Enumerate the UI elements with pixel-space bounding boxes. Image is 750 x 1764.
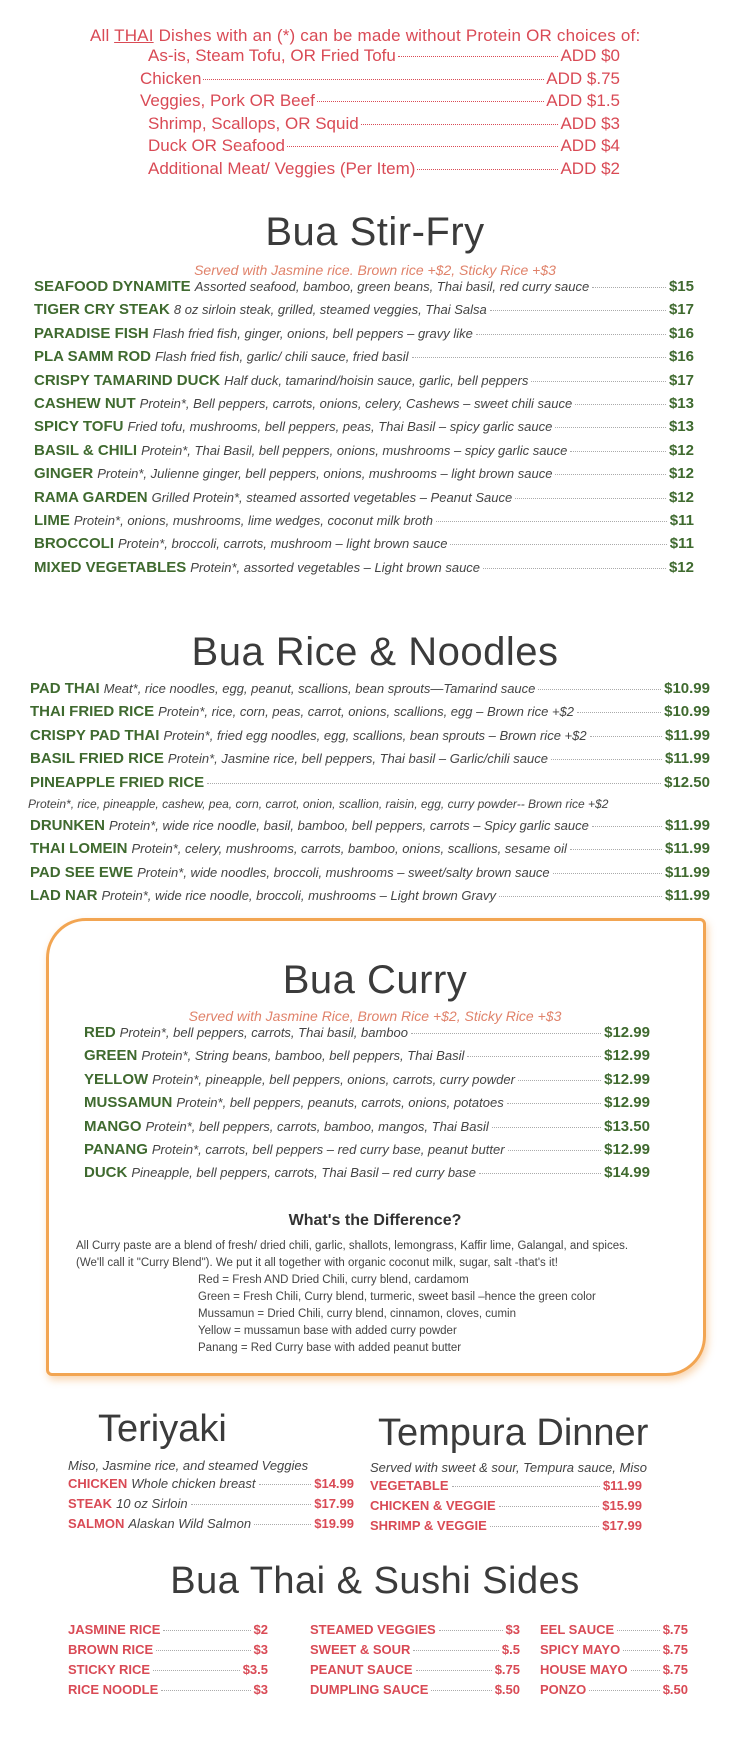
menu-item-name: SHRIMP & VEGGIE bbox=[370, 1518, 487, 1533]
menu-item-name: PLA SAMM ROD bbox=[34, 348, 151, 366]
menu-item bbox=[540, 1682, 688, 1702]
menu-item-name: DRUNKEN bbox=[30, 816, 105, 834]
dot-leader bbox=[538, 689, 661, 690]
menu-item bbox=[84, 1047, 650, 1070]
menu-item bbox=[30, 840, 710, 863]
menu-item-price: $12 bbox=[668, 465, 694, 483]
menu-item-name: STICKY RICE bbox=[68, 1662, 151, 1677]
menu-item-price: $17.99 bbox=[314, 1496, 354, 1511]
menu-item-price: $16 bbox=[668, 348, 694, 366]
menu-item-name: YELLOW bbox=[84, 1070, 149, 1088]
menu-item-price: $11 bbox=[669, 511, 694, 529]
menu-item-name: PANANG bbox=[84, 1140, 148, 1158]
menu-item bbox=[34, 489, 694, 512]
protein-row bbox=[140, 91, 620, 114]
menu-item-price: $16 bbox=[668, 324, 694, 342]
menu-item-name: TIGER CRY STEAK bbox=[34, 301, 170, 319]
menu-item-name: LIME bbox=[34, 511, 70, 529]
menu-item-name: SPICY TOFU bbox=[34, 418, 124, 436]
dot-leader bbox=[361, 124, 559, 125]
difference-line: Panang = Red Curry base with added peanut butter bbox=[198, 1342, 462, 1354]
menu-item-price: $12.99 bbox=[604, 1094, 650, 1112]
menu-item-desc: Grilled Protein*, steamed assorted vegetables – Peanut Sauce bbox=[151, 489, 513, 505]
menu-item-price: $3.5 bbox=[242, 1662, 268, 1677]
dot-leader bbox=[479, 1173, 601, 1174]
menu-item bbox=[540, 1622, 688, 1642]
dot-leader bbox=[439, 1630, 503, 1631]
stirfry-title: Bua Stir-Fry bbox=[265, 210, 485, 254]
pineapple-fried-rice-desc: Protein*, rice, pineapple, cashew, pea, corn, carrot, onion, scallion, raisin, egg, curry powder-- Brown rice +$2 bbox=[28, 796, 609, 811]
menu-item-price: $10.99 bbox=[664, 680, 710, 697]
menu-item-desc: Protein*, broccoli, carrots, mushroom – light brown sauce bbox=[118, 536, 448, 552]
teriyaki-note: Miso, Jasmine rice, and steamed Veggies bbox=[68, 1458, 309, 1473]
menu-item bbox=[84, 1094, 650, 1117]
menu-item-price: $11.99 bbox=[664, 887, 710, 905]
stirfry-list bbox=[34, 278, 694, 582]
menu-item-desc: 8 oz sirloin steak, grilled, steamed veggies, Thai Salsa bbox=[173, 302, 487, 318]
dot-leader bbox=[617, 1630, 660, 1631]
menu-item-desc: Pineapple, bell peppers, carrots, Thai Basil – red curry base bbox=[131, 1165, 477, 1181]
dot-leader bbox=[259, 1484, 312, 1485]
menu-item bbox=[34, 418, 694, 441]
protein-row-label: Duck OR Seafood bbox=[148, 136, 286, 155]
menu-item-price: $.75 bbox=[662, 1642, 688, 1657]
dot-leader bbox=[490, 310, 666, 311]
difference-line: Red = Fresh AND Dried Chili, curry blend, cardamom bbox=[198, 1274, 469, 1286]
tempura-list bbox=[370, 1478, 642, 1538]
protein-row-price: ADD $4 bbox=[560, 136, 620, 155]
menu-item-price: $12 bbox=[668, 441, 694, 459]
difference-line: Yellow = mussamun base with added curry powder bbox=[198, 1325, 457, 1337]
protein-heading-post: Dishes with an (*) can be made without Protein OR choices of: bbox=[153, 26, 641, 45]
dot-leader bbox=[467, 1056, 601, 1057]
protein-row-price: ADD $.75 bbox=[546, 68, 620, 88]
menu-item-desc: Meat*, rice noodles, egg, peanut, scallions, bean sprouts—Tamarind sauce bbox=[103, 681, 536, 696]
menu-item bbox=[68, 1662, 268, 1682]
dot-leader bbox=[575, 404, 666, 405]
menu-item-desc: Assorted seafood, bamboo, green beans, Thai basil, red curry sauce bbox=[194, 279, 590, 294]
menu-item-desc: Flash fried fish, ginger, onions, bell peppers – gravy like bbox=[152, 325, 473, 341]
menu-item-name: MUSSAMUN bbox=[84, 1094, 173, 1112]
menu-item bbox=[30, 774, 710, 797]
dot-leader bbox=[412, 357, 666, 358]
menu-item-desc: Alaskan Wild Salmon bbox=[128, 1516, 252, 1531]
dot-leader bbox=[191, 1504, 312, 1505]
dot-leader bbox=[553, 873, 662, 874]
difference-line: Green = Fresh Chili, Curry blend, turmeric, sweet basil –hence the green color bbox=[198, 1291, 596, 1303]
menu-item-name: THAI LOMEIN bbox=[30, 840, 128, 858]
dot-leader bbox=[450, 544, 666, 545]
menu-item bbox=[30, 703, 710, 726]
protein-row-label: Chicken bbox=[140, 68, 202, 88]
protein-row bbox=[148, 114, 620, 137]
menu-item-price: $3 bbox=[253, 1682, 268, 1697]
menu-item-price: $.5 bbox=[501, 1642, 520, 1657]
menu-item-name: CHICKEN bbox=[68, 1476, 128, 1491]
sides-col-2 bbox=[310, 1622, 520, 1702]
menu-item bbox=[540, 1642, 688, 1662]
menu-item-desc: Protein*, onions, mushrooms, lime wedges, coconut milk broth bbox=[73, 512, 433, 528]
dot-leader bbox=[452, 1486, 600, 1487]
menu-item bbox=[370, 1498, 642, 1518]
menu-item-price: $12.99 bbox=[604, 1047, 650, 1065]
noodles-title: Bua Rice & Noodles bbox=[191, 630, 559, 674]
menu-item-name: BROWN RICE bbox=[68, 1642, 154, 1657]
menu-item-desc: Protein*, bell peppers, peanuts, carrots, onions, potatoes bbox=[176, 1095, 504, 1111]
dot-leader bbox=[531, 381, 666, 382]
menu-item-name: CRISPY TAMARIND DUCK bbox=[34, 371, 221, 389]
difference-intro bbox=[76, 1238, 628, 1272]
menu-item-name: CASHEW NUT bbox=[34, 394, 136, 412]
menu-item-price: $19.99 bbox=[314, 1516, 354, 1531]
menu-item-name: JASMINE RICE bbox=[68, 1622, 161, 1637]
dot-leader bbox=[416, 1670, 492, 1671]
menu-item-name: DUCK bbox=[84, 1164, 128, 1182]
menu-item-price: $17 bbox=[668, 301, 694, 319]
menu-item bbox=[34, 348, 694, 371]
tempura-note: Served with sweet & sour, Tempura sauce, Miso bbox=[370, 1460, 647, 1475]
menu-item-name: RAMA GARDEN bbox=[34, 488, 148, 506]
difference-intro-line: All Curry paste are a blend of fresh/ dried chili, garlic, shallots, lemongrass, Kaffir lime, Galangal, and spices. bbox=[76, 1240, 629, 1252]
menu-item-price: $13.50 bbox=[604, 1117, 650, 1135]
protein-row bbox=[148, 136, 620, 159]
menu-item-name: MANGO bbox=[84, 1117, 142, 1135]
dot-leader bbox=[490, 1526, 599, 1527]
dot-leader bbox=[417, 169, 558, 170]
menu-item bbox=[310, 1682, 520, 1702]
menu-item-name: PARADISE FISH bbox=[34, 324, 149, 342]
menu-item bbox=[34, 278, 694, 301]
dot-leader bbox=[156, 1650, 250, 1651]
menu-item-name: CRISPY PAD THAI bbox=[30, 726, 160, 744]
dot-leader bbox=[413, 1650, 499, 1651]
difference-title: What's the Difference? bbox=[288, 1212, 462, 1229]
menu-item bbox=[84, 1164, 650, 1187]
dot-leader bbox=[161, 1690, 250, 1691]
menu-item-name: STEAK bbox=[68, 1496, 113, 1511]
menu-item-name: RED bbox=[84, 1024, 116, 1041]
menu-item bbox=[68, 1496, 354, 1516]
dot-leader bbox=[317, 101, 544, 102]
menu-item-price: $12.50 bbox=[664, 773, 710, 791]
sides-col-3 bbox=[540, 1622, 688, 1702]
menu-item-desc: Protein*, bell peppers, carrots, bamboo, mangos, Thai Basil bbox=[145, 1118, 489, 1134]
menu-item-name: BASIL FRIED RICE bbox=[30, 750, 164, 768]
dot-leader bbox=[507, 1103, 601, 1104]
dot-leader bbox=[163, 1630, 250, 1631]
dot-leader bbox=[577, 712, 661, 713]
menu-item-name: PEANUT SAUCE bbox=[310, 1662, 413, 1677]
menu-item bbox=[34, 512, 694, 535]
menu-item-price: $.50 bbox=[494, 1682, 520, 1697]
menu-item-desc: Protein*, Julienne ginger, bell peppers, onions, mushrooms – light brown sauce bbox=[97, 466, 553, 482]
menu-item-desc: Protein*, Jasmine rice, bell peppers, Thai basil – Garlic/chili sauce bbox=[167, 751, 548, 767]
menu-item-price: $11 bbox=[669, 535, 694, 553]
protein-row-label: Veggies, Pork OR Beef bbox=[140, 91, 315, 110]
dot-leader bbox=[515, 498, 666, 499]
menu-item-name: HOUSE MAYO bbox=[540, 1662, 628, 1677]
dot-leader bbox=[492, 1127, 601, 1128]
menu-item bbox=[30, 887, 710, 910]
dot-leader bbox=[499, 1506, 600, 1507]
dot-leader bbox=[431, 1690, 491, 1691]
dot-leader bbox=[589, 1690, 659, 1691]
menu-item-desc: Protein*, celery, mushrooms, carrots, bamboo, onions, scallions, sesame oil bbox=[131, 841, 567, 857]
dot-leader bbox=[254, 1524, 311, 1525]
dot-leader bbox=[555, 474, 666, 475]
menu-item-price: $11.99 bbox=[664, 816, 710, 834]
menu-item bbox=[68, 1682, 268, 1702]
menu-item-price: $14.99 bbox=[604, 1164, 650, 1182]
dot-leader bbox=[631, 1670, 660, 1671]
menu-item-price: $11.99 bbox=[664, 840, 710, 858]
dot-leader bbox=[555, 427, 666, 428]
menu-item-name: EEL SAUCE bbox=[540, 1622, 615, 1637]
sides-title: Bua Thai & Sushi Sides bbox=[170, 1560, 580, 1602]
menu-item-desc: Protein*, pineapple, bell peppers, onions, carrots, curry powder bbox=[152, 1071, 515, 1087]
menu-item bbox=[68, 1642, 268, 1662]
menu-item-price: $17.99 bbox=[602, 1518, 642, 1533]
menu-item-desc: Protein*, wide rice noodle, broccoli, mushrooms – Light brown Gravy bbox=[101, 888, 497, 904]
menu-item-name: GREEN bbox=[84, 1047, 138, 1065]
menu-item-desc: Protein*, String beans, bamboo, bell peppers, Thai Basil bbox=[141, 1048, 465, 1064]
menu-item-price: $11.99 bbox=[664, 750, 710, 768]
menu-item-name: CHICKEN & VEGGIE bbox=[370, 1498, 496, 1513]
menu-item bbox=[34, 559, 694, 582]
menu-item bbox=[34, 465, 694, 488]
menu-item bbox=[370, 1478, 642, 1498]
protein-row bbox=[140, 69, 620, 92]
menu-item-name: SWEET & SOUR bbox=[310, 1642, 411, 1657]
menu-item bbox=[34, 535, 694, 558]
menu-item-name: SPICY MAYO bbox=[540, 1642, 621, 1657]
menu-item-name: STEAMED VEGGIES bbox=[310, 1622, 436, 1637]
menu-item-desc: Protein*, wide rice noodle, basil, bamboo, bell peppers, carrots – Spicy garlic sauce bbox=[109, 817, 589, 833]
dot-leader bbox=[570, 849, 662, 850]
menu-item-price: $11.99 bbox=[602, 1478, 642, 1493]
curry-note: Served with Jasmine Rice, Brown Rice +$2, Sticky Rice +$3 bbox=[188, 1008, 562, 1024]
menu-item bbox=[310, 1622, 520, 1642]
menu-item bbox=[68, 1622, 268, 1642]
menu-item-desc: 10 oz Sirloin bbox=[116, 1496, 188, 1511]
protein-heading-thai: THAI bbox=[114, 26, 154, 45]
difference-lines bbox=[198, 1272, 596, 1357]
menu-item-price: $12 bbox=[668, 488, 694, 506]
menu-item-price: $15.99 bbox=[602, 1498, 642, 1513]
menu-item-name: MIXED VEGETABLES bbox=[34, 558, 187, 576]
menu-item bbox=[30, 750, 710, 773]
protein-row bbox=[148, 46, 620, 69]
menu-item-name: SEAFOOD DYNAMITE bbox=[34, 278, 191, 295]
difference-intro-line: (We'll call it "Curry Blend"). We put it all together with organic coconut milk, sugar, salt -that's it! bbox=[76, 1257, 558, 1269]
menu-item bbox=[34, 372, 694, 395]
protein-row-price: ADD $0 bbox=[560, 46, 620, 65]
dot-leader bbox=[398, 56, 559, 57]
menu-item-desc: Protein*, fried egg noodles, egg, scallions, bean sprouts – Brown rice +$2 bbox=[163, 727, 587, 743]
curry-list bbox=[84, 1024, 650, 1188]
dot-leader bbox=[411, 1033, 601, 1034]
menu-item-name: THAI FRIED RICE bbox=[30, 703, 155, 721]
dot-leader bbox=[153, 1670, 240, 1671]
menu-item-name: PAD THAI bbox=[30, 680, 100, 697]
menu-item-price: $12.99 bbox=[604, 1024, 650, 1041]
menu-item bbox=[68, 1516, 354, 1536]
menu-item-price: $11.99 bbox=[664, 863, 710, 881]
menu-item-price: $14.99 bbox=[314, 1476, 354, 1491]
sides-col-1 bbox=[68, 1622, 268, 1702]
teriyaki-list bbox=[68, 1476, 354, 1536]
dot-leader bbox=[476, 334, 666, 335]
protein-row-price: ADD $2 bbox=[560, 158, 620, 178]
dot-leader bbox=[570, 451, 666, 452]
menu-item-name: SALMON bbox=[68, 1516, 125, 1531]
dot-leader bbox=[203, 79, 544, 80]
difference-line: Mussamun = Dried Chili, curry blend, cinnamon, cloves, cumin bbox=[198, 1308, 516, 1320]
menu-item bbox=[34, 395, 694, 418]
menu-item bbox=[30, 864, 710, 887]
tempura-title: Tempura Dinner bbox=[378, 1412, 649, 1454]
menu-item-desc: Flash fried fish, garlic/ chili sauce, fried basil bbox=[154, 349, 409, 365]
menu-item-desc: Half duck, tamarind/hoisin sauce, garlic, bell peppers bbox=[224, 372, 529, 388]
protein-row-label: Shrimp, Scallops, OR Squid bbox=[148, 113, 359, 133]
menu-item bbox=[34, 442, 694, 465]
menu-item-name: DUMPLING SAUCE bbox=[310, 1682, 429, 1697]
dot-leader bbox=[207, 783, 661, 784]
menu-item-desc: Protein*, assorted vegetables – Light brown sauce bbox=[190, 559, 481, 575]
protein-options bbox=[90, 26, 710, 181]
menu-item-desc: Protein*, rice, corn, peas, carrot, onions, scallions, egg – Brown rice +$2 bbox=[158, 704, 575, 720]
menu-item bbox=[310, 1662, 520, 1682]
dot-leader bbox=[592, 287, 666, 288]
menu-item bbox=[30, 727, 710, 750]
menu-item bbox=[540, 1662, 688, 1682]
menu-item-name: VEGETABLE bbox=[370, 1478, 449, 1493]
curry-title: Bua Curry bbox=[282, 958, 468, 1002]
menu-item bbox=[30, 680, 710, 703]
menu-item bbox=[68, 1476, 354, 1496]
protein-row-label: As-is, Steam Tofu, OR Fried Tofu bbox=[148, 46, 396, 65]
dot-leader bbox=[436, 521, 667, 522]
menu-item-price: $17 bbox=[668, 371, 694, 389]
menu-item-desc: Protein*, Thai Basil, bell peppers, onions, mushrooms – spicy garlic sauce bbox=[141, 442, 568, 458]
menu-item-desc: Protein*, carrots, bell peppers – red curry base, peanut butter bbox=[151, 1141, 505, 1157]
menu-item bbox=[84, 1118, 650, 1141]
menu-item-name: BASIL & CHILI bbox=[34, 441, 138, 459]
protein-row-price: ADD $3 bbox=[560, 113, 620, 133]
menu-item-price: $12 bbox=[668, 558, 694, 576]
menu-item-price: $12.99 bbox=[604, 1070, 650, 1088]
noodles-list bbox=[30, 680, 710, 911]
menu-item-name: PINEAPPLE FRIED RICE bbox=[30, 773, 205, 791]
protein-row bbox=[148, 159, 620, 182]
menu-item-price: $.75 bbox=[662, 1662, 688, 1677]
menu-item-price: $13 bbox=[668, 418, 694, 436]
menu-item-name: PAD SEE EWE bbox=[30, 863, 134, 881]
menu-item-desc: Protein*, Bell peppers, carrots, onions, celery, Cashews – sweet chili sauce bbox=[139, 395, 573, 411]
teriyaki-title: Teriyaki bbox=[98, 1408, 227, 1450]
menu-item-price: $2 bbox=[253, 1622, 268, 1637]
menu-item-name: LAD NAR bbox=[30, 887, 98, 905]
menu-item bbox=[370, 1518, 642, 1538]
menu-item-price: $.50 bbox=[662, 1682, 688, 1697]
dot-leader bbox=[483, 568, 666, 569]
menu-item bbox=[30, 817, 710, 840]
menu-item bbox=[84, 1141, 650, 1164]
menu-item-price: $12.99 bbox=[604, 1140, 650, 1158]
menu-item bbox=[84, 1024, 650, 1047]
menu-item bbox=[34, 325, 694, 348]
menu-item-desc: Protein*, bell peppers, carrots, Thai basil, bamboo bbox=[119, 1025, 408, 1040]
stirfry-note: Served with Jasmine rice. Brown rice +$2, Sticky Rice +$3 bbox=[194, 262, 556, 278]
protein-heading-pre: All bbox=[90, 26, 115, 45]
protein-row-label: Additional Meat/ Veggies (Per Item) bbox=[148, 158, 416, 178]
menu-item-price: $.75 bbox=[662, 1622, 688, 1637]
protein-heading bbox=[90, 26, 710, 46]
menu-item bbox=[310, 1642, 520, 1662]
dot-leader bbox=[518, 1080, 601, 1081]
menu-item-price: $13 bbox=[668, 394, 694, 412]
menu-item-name: RICE NOODLE bbox=[68, 1682, 159, 1697]
dot-leader bbox=[592, 826, 662, 827]
dot-leader bbox=[623, 1650, 659, 1651]
menu-item-price: $.75 bbox=[494, 1662, 520, 1677]
menu-item-name: BROCCOLI bbox=[34, 535, 114, 553]
menu-item-price: $11.99 bbox=[664, 726, 710, 744]
menu-item-price: $3 bbox=[253, 1642, 268, 1657]
dot-leader bbox=[499, 896, 662, 897]
menu-item-name: GINGER bbox=[34, 465, 94, 483]
menu-item-name: PONZO bbox=[540, 1682, 587, 1697]
menu-item-price: $3 bbox=[505, 1622, 520, 1637]
menu-item-desc: Protein*, wide noodles, broccoli, mushrooms – sweet/salty brown sauce bbox=[137, 864, 550, 880]
menu-item-desc: Fried tofu, mushrooms, bell peppers, peas, Thai Basil – spicy garlic sauce bbox=[127, 419, 553, 435]
dot-leader bbox=[287, 146, 558, 147]
menu-item bbox=[34, 301, 694, 324]
menu-item-price: $10.99 bbox=[664, 703, 710, 721]
menu-item bbox=[84, 1071, 650, 1094]
protein-row-price: ADD $1.5 bbox=[546, 91, 620, 110]
menu-item-desc: Whole chicken breast bbox=[131, 1476, 256, 1491]
dot-leader bbox=[590, 736, 662, 737]
dot-leader bbox=[508, 1150, 602, 1151]
menu-item-price: $15 bbox=[668, 278, 694, 295]
dot-leader bbox=[551, 759, 662, 760]
